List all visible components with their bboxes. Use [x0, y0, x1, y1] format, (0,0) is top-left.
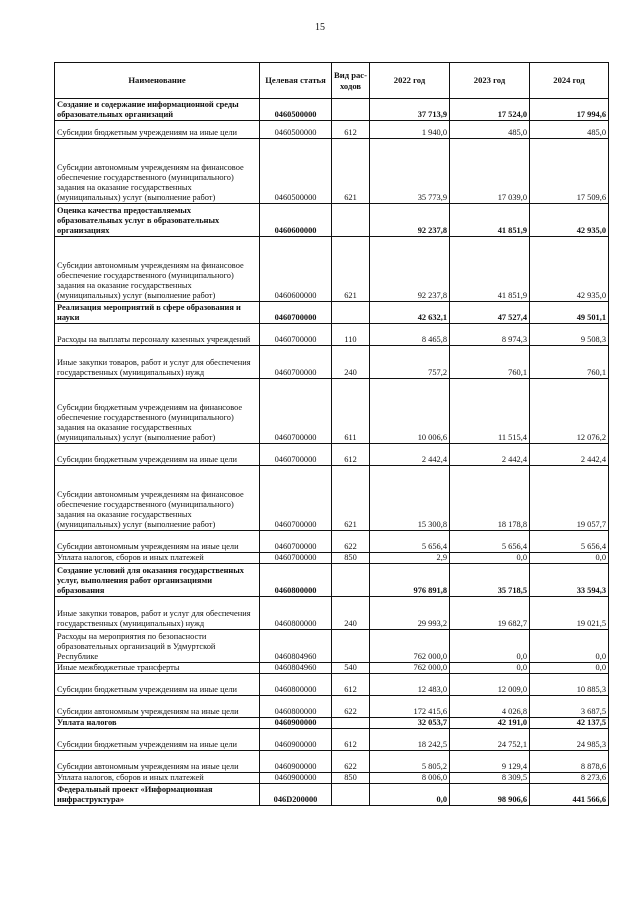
row-expense-type: 612	[332, 674, 370, 696]
table-row	[55, 346, 609, 379]
table-row	[55, 630, 609, 663]
row-target-code: 0460700000	[260, 444, 332, 466]
page-number: 15	[315, 22, 325, 33]
table-row	[55, 663, 609, 674]
row-value-2022: 757,2	[370, 346, 450, 379]
row-value-2022: 5 656,4	[370, 531, 450, 553]
row-target-code: 0460804960	[260, 630, 332, 663]
row-name: Федеральный проект «Информационная инфраструктура»	[55, 784, 260, 806]
row-value-2024: 485,0	[530, 121, 609, 139]
row-target-code: 046D200000	[260, 784, 332, 806]
row-expense-type: 240	[332, 597, 370, 630]
row-value-2022: 976 891,8	[370, 564, 450, 597]
row-value-2022: 172 415,6	[370, 696, 450, 718]
row-name: Субсидии автономным учреждениям на финансовое обеспечение государственного (муниципального) задания на оказание государственных (муниципальных) услуг (выполнение работ)	[55, 237, 260, 302]
table-row	[55, 674, 609, 696]
row-name: Субсидии бюджетным учреждениям на иные цели	[55, 121, 260, 139]
table-row	[55, 718, 609, 729]
row-target-code: 0460900000	[260, 729, 332, 751]
row-target-code: 0460900000	[260, 751, 332, 773]
table-row	[55, 99, 609, 121]
table-row	[55, 237, 609, 302]
row-value-2022: 35 773,9	[370, 139, 450, 204]
row-value-2022: 8 006,0	[370, 773, 450, 784]
row-value-2024: 441 566,6	[530, 784, 609, 806]
table-row	[55, 444, 609, 466]
header-name: Наименование	[55, 63, 260, 99]
row-value-2024: 17 994,6	[530, 99, 609, 121]
table-row	[55, 729, 609, 751]
row-value-2023: 47 527,4	[450, 302, 530, 324]
row-value-2022: 762 000,0	[370, 663, 450, 674]
row-name: Субсидии автономным учреждениям на финансовое обеспечение государственного (муниципального) задания на оказание государственных (муниципальных) услуг (выполнение работ)	[55, 139, 260, 204]
row-target-code: 0460800000	[260, 597, 332, 630]
row-value-2023: 19 682,7	[450, 597, 530, 630]
row-value-2022: 18 242,5	[370, 729, 450, 751]
row-name: Уплата налогов	[55, 718, 260, 729]
row-expense-type: 622	[332, 751, 370, 773]
table-row	[55, 139, 609, 204]
row-value-2024: 19 057,7	[530, 466, 609, 531]
row-expense-type	[332, 302, 370, 324]
table-row	[55, 466, 609, 531]
row-name: Субсидии бюджетным учреждениям на иные цели	[55, 674, 260, 696]
row-expense-type: 621	[332, 139, 370, 204]
row-target-code: 0460700000	[260, 466, 332, 531]
row-expense-type: 612	[332, 121, 370, 139]
row-value-2023: 17 524,0	[450, 99, 530, 121]
row-value-2023: 0,0	[450, 630, 530, 663]
row-target-code: 0460900000	[260, 773, 332, 784]
row-name: Субсидии автономным учреждениям на иные цели	[55, 531, 260, 553]
row-value-2024: 12 076,2	[530, 379, 609, 444]
row-target-code: 0460700000	[260, 553, 332, 564]
row-value-2024: 42 935,0	[530, 204, 609, 237]
row-name: Создание условий для оказания государственных услуг, выполнения работ организациями образования	[55, 564, 260, 597]
row-value-2024: 9 508,3	[530, 324, 609, 346]
row-value-2022: 0,0	[370, 784, 450, 806]
row-value-2022: 15 300,8	[370, 466, 450, 531]
row-value-2024: 24 985,3	[530, 729, 609, 751]
row-value-2024: 42 137,5	[530, 718, 609, 729]
row-value-2024: 33 594,3	[530, 564, 609, 597]
row-value-2024: 8 878,6	[530, 751, 609, 773]
row-value-2023: 42 191,0	[450, 718, 530, 729]
row-expense-type: 110	[332, 324, 370, 346]
row-value-2023: 24 752,1	[450, 729, 530, 751]
row-value-2023: 17 039,0	[450, 139, 530, 204]
row-value-2024: 3 687,5	[530, 696, 609, 718]
row-value-2023: 2 442,4	[450, 444, 530, 466]
row-value-2024: 0,0	[530, 553, 609, 564]
row-name: Реализация мероприятий в сфере образования и науки	[55, 302, 260, 324]
table-row	[55, 773, 609, 784]
row-name: Расходы на мероприятия по безопасности образовательных организаций в Удмуртской Республике	[55, 630, 260, 663]
row-value-2022: 42 632,1	[370, 302, 450, 324]
row-name: Иные межбюджетные трансферты	[55, 663, 260, 674]
row-name: Субсидии автономным учреждениям на финансовое обеспечение государственного (муниципального) задания на оказание государственных (муниципальных) услуг (выполнение работ)	[55, 466, 260, 531]
row-expense-type: 621	[332, 466, 370, 531]
row-value-2022: 5 805,2	[370, 751, 450, 773]
row-value-2023: 760,1	[450, 346, 530, 379]
table-row	[55, 696, 609, 718]
row-value-2022: 10 006,6	[370, 379, 450, 444]
row-value-2023: 11 515,4	[450, 379, 530, 444]
row-target-code: 0460800000	[260, 674, 332, 696]
row-name: Субсидии автономным учреждениям на иные цели	[55, 696, 260, 718]
row-expense-type	[332, 204, 370, 237]
row-expense-type	[332, 718, 370, 729]
row-name: Уплата налогов, сборов и иных платежей	[55, 773, 260, 784]
row-name: Субсидии бюджетным учреждениям на финансовое обеспечение государственного (муниципального) задания на оказание государственных (муниципальных) услуг (выполнение работ)	[55, 379, 260, 444]
row-value-2023: 8 974,3	[450, 324, 530, 346]
row-value-2022: 762 000,0	[370, 630, 450, 663]
row-target-code: 0460804960	[260, 663, 332, 674]
row-expense-type: 611	[332, 379, 370, 444]
row-target-code: 0460700000	[260, 379, 332, 444]
row-expense-type: 612	[332, 444, 370, 466]
header-2024: 2024 год	[530, 63, 609, 99]
row-expense-type	[332, 784, 370, 806]
row-value-2023: 12 009,0	[450, 674, 530, 696]
row-value-2023: 0,0	[450, 553, 530, 564]
table-row	[55, 553, 609, 564]
row-name: Иные закупки товаров, работ и услуг для обеспечения государственных (муниципальных) нужд	[55, 597, 260, 630]
header-2023: 2023 год	[450, 63, 530, 99]
row-value-2022: 32 053,7	[370, 718, 450, 729]
table-row	[55, 302, 609, 324]
row-value-2024: 0,0	[530, 663, 609, 674]
row-value-2023: 5 656,4	[450, 531, 530, 553]
row-target-code: 0460700000	[260, 531, 332, 553]
row-expense-type: 240	[332, 346, 370, 379]
table-body	[55, 99, 609, 806]
row-target-code: 0460800000	[260, 564, 332, 597]
row-target-code: 0460700000	[260, 302, 332, 324]
budget-table	[54, 62, 609, 806]
row-name: Оценка качества предоставляемых образовательных услуг в образовательных организациях	[55, 204, 260, 237]
header-expense-type: Вид рас-ходов	[332, 63, 370, 99]
table-row	[55, 121, 609, 139]
row-expense-type	[332, 99, 370, 121]
row-target-code: 0460500000	[260, 121, 332, 139]
table-row	[55, 204, 609, 237]
row-expense-type	[332, 630, 370, 663]
table-row	[55, 379, 609, 444]
row-target-code: 0460600000	[260, 204, 332, 237]
row-value-2022: 2 442,4	[370, 444, 450, 466]
row-value-2023: 41 851,9	[450, 237, 530, 302]
row-value-2022: 29 993,2	[370, 597, 450, 630]
table-row	[55, 597, 609, 630]
row-expense-type: 850	[332, 773, 370, 784]
row-value-2022: 92 237,8	[370, 204, 450, 237]
row-expense-type: 621	[332, 237, 370, 302]
row-name: Субсидии автономным учреждениям на иные цели	[55, 751, 260, 773]
row-value-2024: 2 442,4	[530, 444, 609, 466]
row-value-2023: 8 309,5	[450, 773, 530, 784]
table-row	[55, 784, 609, 806]
row-target-code: 0460500000	[260, 99, 332, 121]
row-name: Создание и содержание информационной среды образовательных организаций	[55, 99, 260, 121]
row-value-2024: 17 509,6	[530, 139, 609, 204]
row-expense-type: 622	[332, 531, 370, 553]
row-name: Иные закупки товаров, работ и услуг для обеспечения государственных (муниципальных) нужд	[55, 346, 260, 379]
row-value-2024: 42 935,0	[530, 237, 609, 302]
table-row	[55, 531, 609, 553]
header-2022: 2022 год	[370, 63, 450, 99]
row-target-code: 0460500000	[260, 139, 332, 204]
row-value-2024: 19 021,5	[530, 597, 609, 630]
row-value-2023: 0,0	[450, 663, 530, 674]
row-value-2024: 49 501,1	[530, 302, 609, 324]
row-target-code: 0460800000	[260, 696, 332, 718]
row-value-2022: 12 483,0	[370, 674, 450, 696]
row-value-2024: 8 273,6	[530, 773, 609, 784]
row-value-2023: 98 906,6	[450, 784, 530, 806]
table-row	[55, 564, 609, 597]
row-value-2024: 760,1	[530, 346, 609, 379]
table-row	[55, 751, 609, 773]
row-value-2023: 485,0	[450, 121, 530, 139]
table-header-row	[55, 63, 609, 99]
row-expense-type: 850	[332, 553, 370, 564]
row-value-2024: 5 656,4	[530, 531, 609, 553]
row-name: Субсидии бюджетным учреждениям на иные цели	[55, 729, 260, 751]
row-value-2022: 1 940,0	[370, 121, 450, 139]
row-value-2022: 92 237,8	[370, 237, 450, 302]
row-value-2022: 2,9	[370, 553, 450, 564]
row-value-2024: 10 885,3	[530, 674, 609, 696]
row-name: Расходы на выплаты персоналу казенных учреждений	[55, 324, 260, 346]
row-expense-type: 540	[332, 663, 370, 674]
row-name: Субсидии бюджетным учреждениям на иные цели	[55, 444, 260, 466]
row-value-2023: 9 129,4	[450, 751, 530, 773]
row-target-code: 0460700000	[260, 346, 332, 379]
row-target-code: 0460900000	[260, 718, 332, 729]
row-value-2022: 37 713,9	[370, 99, 450, 121]
row-value-2022: 8 465,8	[370, 324, 450, 346]
row-value-2023: 41 851,9	[450, 204, 530, 237]
row-name: Уплата налогов, сборов и иных платежей	[55, 553, 260, 564]
row-expense-type: 612	[332, 729, 370, 751]
row-value-2023: 35 718,5	[450, 564, 530, 597]
row-expense-type: 622	[332, 696, 370, 718]
row-expense-type	[332, 564, 370, 597]
row-value-2024: 0,0	[530, 630, 609, 663]
header-code: Целевая статья	[260, 63, 332, 99]
row-target-code: 0460600000	[260, 237, 332, 302]
row-value-2023: 18 178,8	[450, 466, 530, 531]
table-row	[55, 324, 609, 346]
row-target-code: 0460700000	[260, 324, 332, 346]
row-value-2023: 4 026,8	[450, 696, 530, 718]
